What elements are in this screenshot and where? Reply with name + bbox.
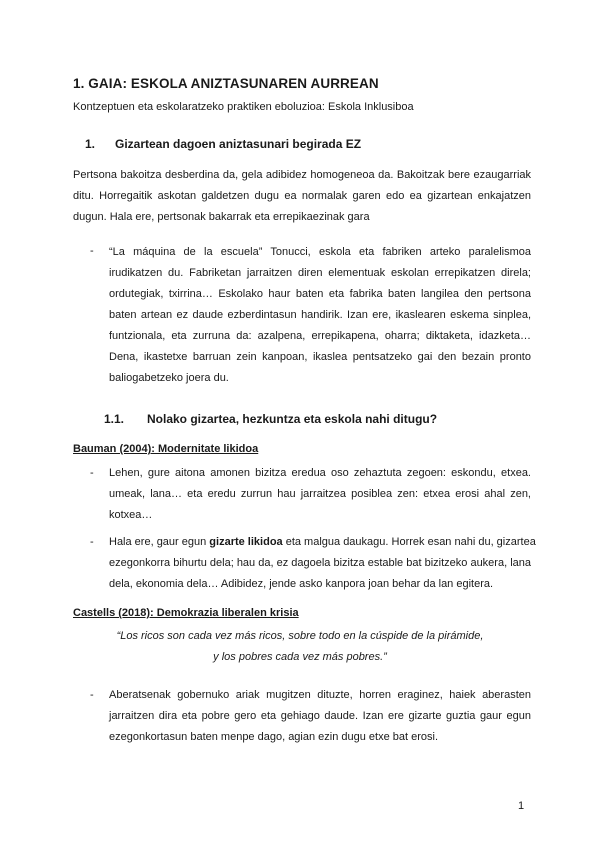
bullet-line: baliogabetzeko joera du.	[109, 372, 229, 384]
bullet-line: ezegonkorra bihurtu dela; hau da, ez dagoela bizitza estable bat bizitzeko aukera, lana	[109, 557, 531, 569]
bullet-line: baten artean ez daude ezberdintasun handirik. Izan ere, ikaslearen eskema sinplea,	[109, 309, 531, 321]
bullet-line: umeak, lana… eta eredu zurrun hau jarraitzea posiblea zen: etxea erosi ahal zen,	[109, 488, 531, 500]
quote-line: “Los ricos son cada vez más ricos, sobre todo en la cúspide de la pirámide,	[116, 630, 484, 642]
paragraph-line: Pertsona bakoitza desberdina da, gela adibidez homogeneoa da. Bakoitzak bere ezaugarriak	[73, 169, 531, 181]
bauman-heading: Bauman (2004): Modernitate likidoa	[73, 443, 259, 455]
subsection-number: 1.1.	[104, 412, 125, 426]
bullet-line: kotxea…	[109, 509, 153, 521]
bullet-line: Dena, ikastetxe barruan zein kanpoan, ikaslea pentsatzeko gai den bezain pronto	[109, 351, 531, 363]
castells-quote	[100, 626, 500, 668]
paragraph-line: ditu. Horregaitik askotan galdetzen dugu ea normalak garen edo ea gizartean enkajatzen	[73, 190, 531, 202]
bullet-line	[109, 532, 536, 553]
bullet-bauman-1	[109, 463, 531, 526]
bullet-line: “La máquina de la escuela” Tonucci, eskola eta fabriken arteko paralelismoa	[109, 246, 531, 258]
section-heading: Gizartean dagoen aniztasunari begirada EZ	[115, 137, 362, 151]
bullet-tonucci	[109, 242, 531, 389]
bullet-line: ezegonkortasun baten menpe dago, agian ezin dugu etxe bat erosi.	[109, 731, 439, 743]
quote-line: y los pobres cada vez más pobres.”	[213, 651, 387, 663]
bold-term: gizarte likidoa	[209, 536, 283, 548]
subsection-heading: Nolako gizartea, hezkuntza eta eskola nahi ditugu?	[147, 412, 438, 426]
intro-paragraph	[73, 165, 531, 228]
bullet-dash: -	[90, 689, 94, 701]
bullet-line: jarraitzen dira eta pobre gero eta gehiago daude. Izan ere gizarte guztia gaur egun	[109, 710, 531, 722]
bullet-castells	[109, 685, 531, 748]
bullet-line: Aberatsenak gobernuko ariak mugitzen dituzte, horren eraginez, haiek aberasten	[109, 689, 531, 701]
bullet-dash: -	[90, 536, 94, 548]
bullet-line: irudikatzen du. Fabriketan jarraitzen diren elementuak eskolan errepikatzen direla;	[109, 267, 531, 279]
bullet-bauman-2	[109, 532, 536, 595]
page-number: 1	[518, 800, 525, 812]
bullet-line: ordutegiak, txirrina… Eskolako haur baten eta fabrika baten langilea den pertsona	[109, 288, 531, 300]
text-run: Hala ere, gaur egun	[109, 536, 210, 548]
bullet-line: funtzionala, eta zurruna da: azalpena, errepikapena, oharra; diktaketa, idazketa…	[109, 330, 531, 342]
page-title: 1. GAIA: ESKOLA ANIZTASUNAREN AURREAN	[73, 76, 379, 91]
bullet-dash: -	[90, 245, 94, 257]
page-subtitle: Kontzeptuen eta eskolaratzeko praktiken eboluzioa: Eskola Inklusiboa	[73, 101, 414, 113]
bullet-dash: -	[90, 467, 94, 479]
bullet-line: Lehen, gure aitona amonen bizitza eredua oso zehaztuta zegoen: eskondu, etxea.	[109, 467, 531, 479]
section-number: 1.	[85, 137, 96, 151]
castells-heading: Castells (2018): Demokrazia liberalen krisia	[73, 607, 299, 619]
paragraph-line: dugun. Hala ere, pertsonak bakarrak eta errepikaezinak gara	[73, 211, 370, 223]
text-run: eta malgua daukagu. Horrek esan nahi du, gizartea	[282, 536, 536, 548]
bullet-line: dela, ekonomia dela… Adibidez, jende asko kanpora joan behar da lan egitera.	[109, 578, 494, 590]
